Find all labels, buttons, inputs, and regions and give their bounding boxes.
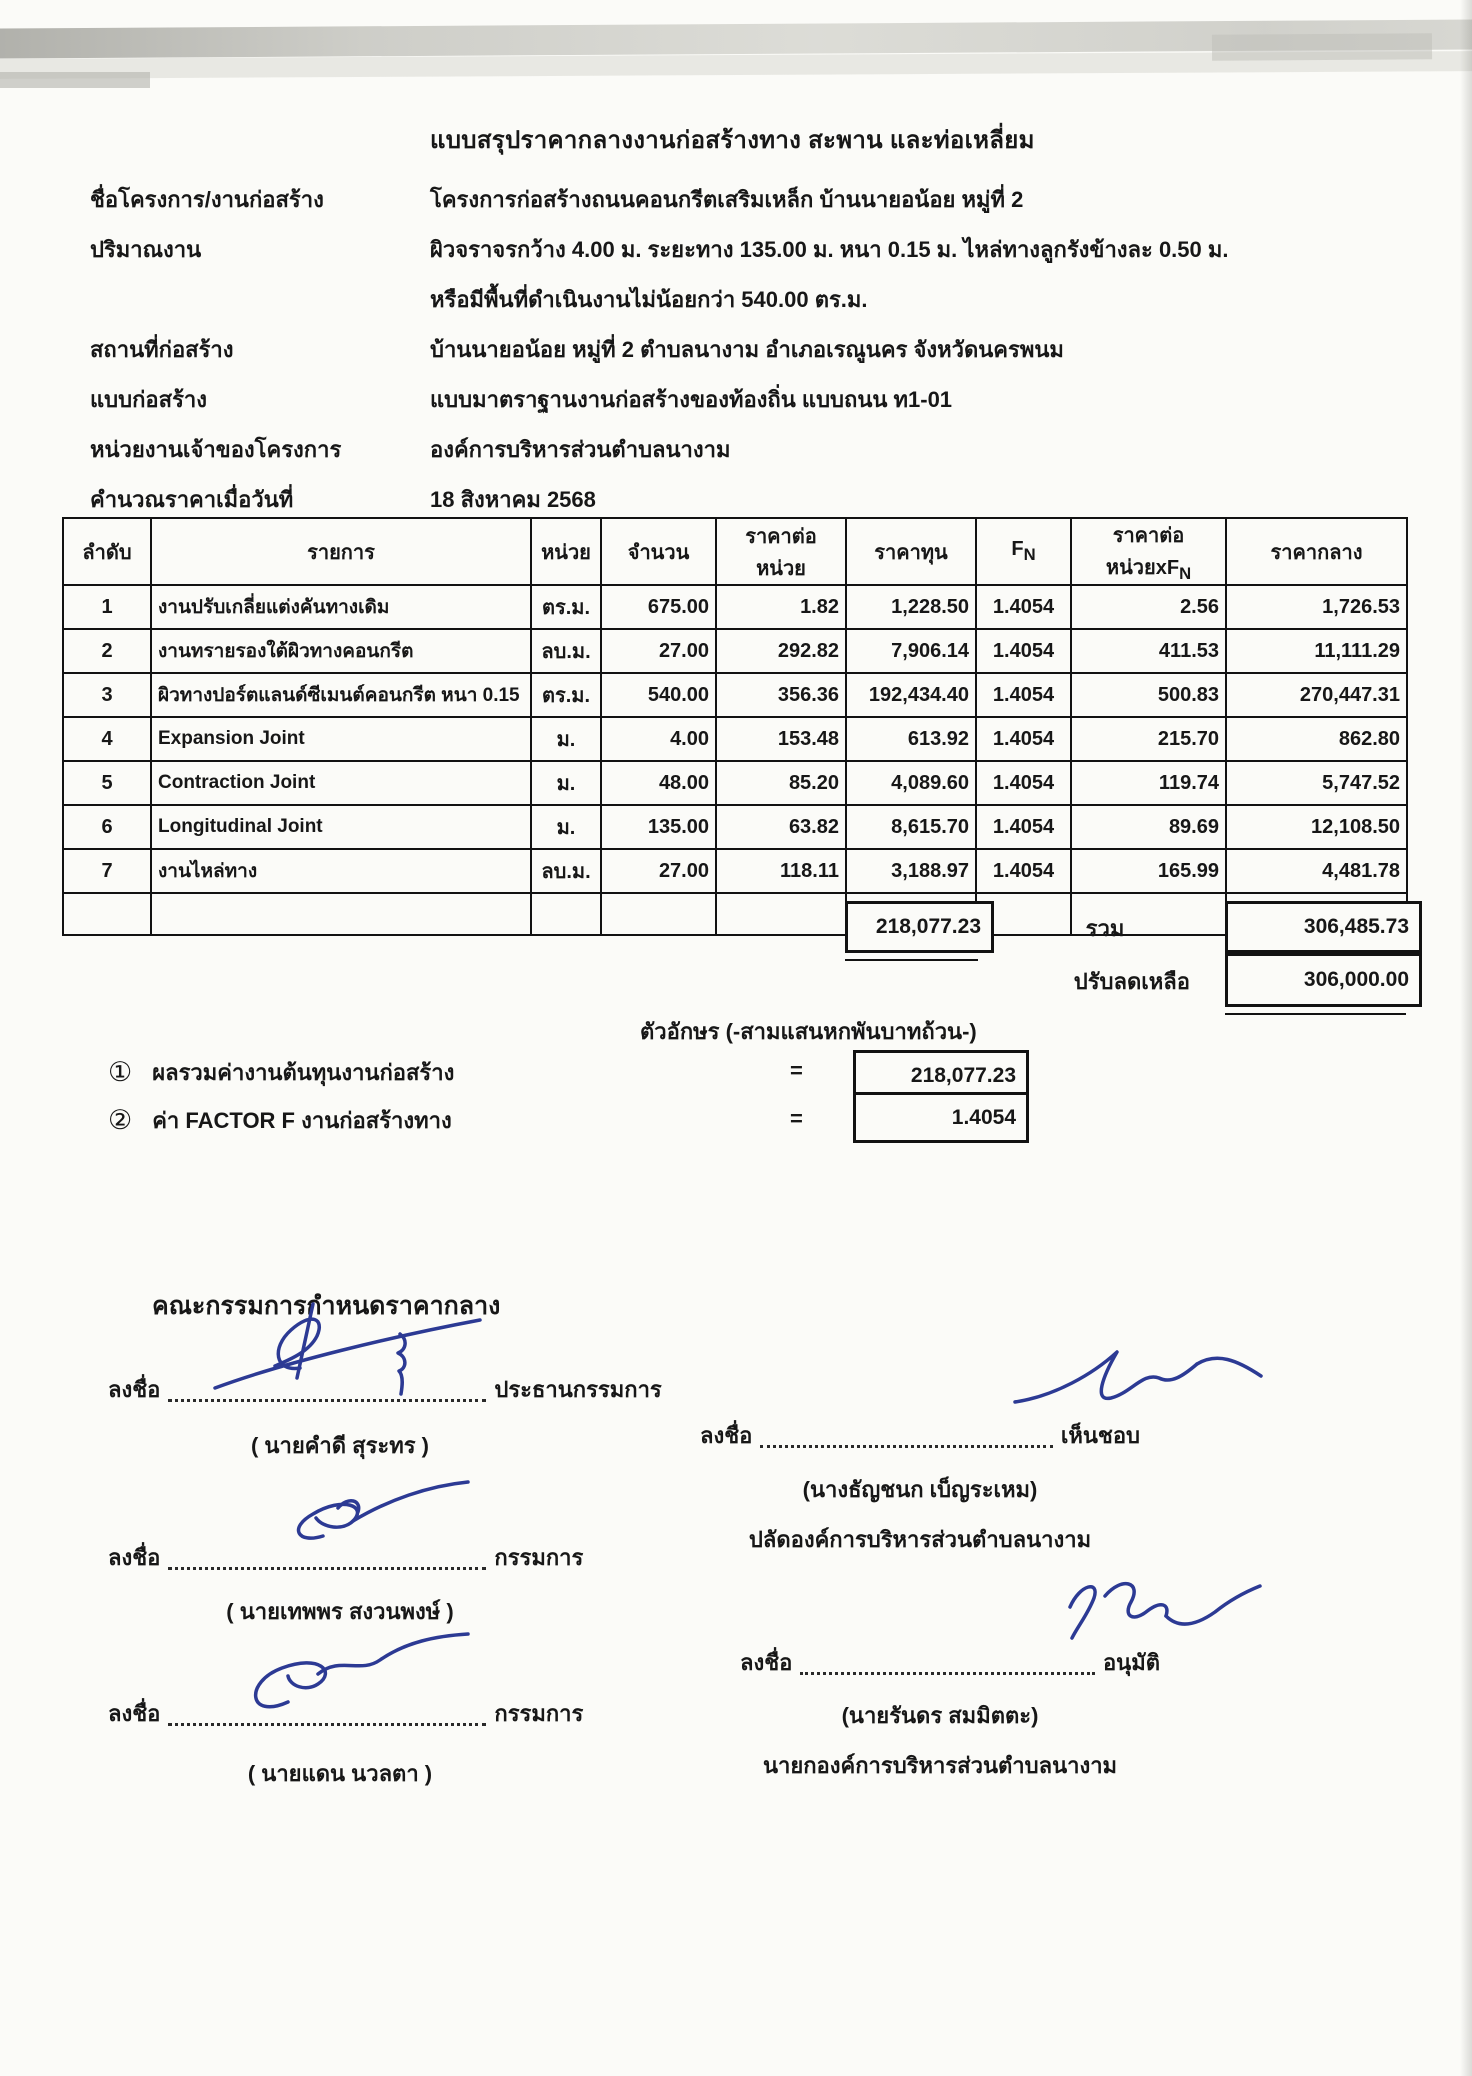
role-label: กรรมการ [494, 1701, 584, 1726]
cell-no: 7 [63, 849, 151, 893]
cell-fn: 1.4054 [976, 585, 1071, 629]
double-rule [1225, 1005, 1406, 1015]
cell-upfn: 119.74 [1071, 761, 1226, 805]
cell-desc: Expansion Joint [151, 717, 531, 761]
cell-mid: 4,481.78 [1226, 849, 1407, 893]
meta-row-agency [90, 432, 1420, 467]
adjusted-label: ปรับลดเหลือ [1073, 969, 1190, 994]
sign-label: ลงชื่อ [108, 1701, 161, 1726]
cell-no: 2 [63, 629, 151, 673]
col-header-cost: ราคาทุน [846, 518, 976, 585]
cell-unit_price: 153.48 [716, 717, 846, 761]
cell-cost: 613.92 [846, 717, 976, 761]
sign-line-member-1 [108, 1540, 693, 1575]
cell-unit: ม. [531, 805, 601, 849]
cell-unit: ตร.ม. [531, 673, 601, 717]
cell-upfn: 89.69 [1071, 805, 1226, 849]
table-row [63, 761, 1407, 805]
table-row [63, 717, 1407, 761]
cell-unit_price: 85.20 [716, 761, 846, 805]
cell-upfn: 215.70 [1071, 717, 1226, 761]
role-label: เห็นชอบ [1060, 1423, 1140, 1448]
cell-no: 4 [63, 717, 151, 761]
adjusted-value-box: 306,000.00 [1225, 953, 1422, 1007]
cell-upfn: 165.99 [1071, 849, 1226, 893]
table-row [63, 849, 1407, 893]
role-label: ประธานกรรมการ [494, 1377, 662, 1402]
cell-unit: ม. [531, 717, 601, 761]
factor-line-2 [108, 1103, 452, 1138]
circled-number: ② [108, 1105, 133, 1135]
cell-cost: 1,228.50 [846, 585, 976, 629]
cell-desc: งานไหล่ทาง [151, 849, 531, 893]
col-header-desc: รายการ [151, 518, 531, 585]
cell-fn: 1.4054 [976, 805, 1071, 849]
meta-label: ปริมาณงาน [90, 237, 202, 262]
dotted-line [168, 1723, 486, 1726]
dotted-line [168, 1399, 486, 1402]
cost-total-box: 218,077.23 [845, 901, 994, 953]
cell-mid: 1,726.53 [1226, 585, 1407, 629]
cell-unit_price: 118.11 [716, 849, 846, 893]
factor-label: ผลรวมค่างานต้นทุนงานก่อสร้าง [152, 1060, 455, 1085]
meta-row-date [90, 482, 1420, 517]
factor-line-1 [108, 1055, 454, 1090]
cell-fn: 1.4054 [976, 673, 1071, 717]
factor-label: ค่า FACTOR F งานก่อสร้างทาง [152, 1108, 452, 1133]
meta-value: แบบมาตราฐานงานก่อสร้างของท้องถิ่น แบบถนน ท1-01 [430, 387, 953, 412]
sign-label: ลงชื่อ [700, 1423, 753, 1448]
cell-upfn: 500.83 [1071, 673, 1226, 717]
signer-name: (นายรันดร สมมิตตะ) [841, 1703, 1039, 1728]
cell-desc: งานทรายรองใต้ผิวทางคอนกรีต [151, 629, 531, 673]
cell-cost: 4,089.60 [846, 761, 976, 805]
col-header-no: ลำดับ [63, 518, 151, 585]
meta-value [430, 232, 1420, 317]
cell-fn: 1.4054 [976, 849, 1071, 893]
table-row [63, 629, 1407, 673]
signer-title: นายกองค์การบริหารส่วนตำบลนางาม [762, 1753, 1118, 1778]
project-meta [90, 182, 1420, 532]
meta-row-project [90, 182, 1420, 217]
cell-qty: 48.00 [601, 761, 716, 805]
cell-cost: 3,188.97 [846, 849, 976, 893]
cell-mid: 5,747.52 [1226, 761, 1407, 805]
col-header-unit: หน่วย [531, 518, 601, 585]
dotted-line [760, 1445, 1052, 1448]
page-title: แบบสรุปราคากลางงานก่อสร้างทาง สะพาน และท่อเหลี่ยม [430, 127, 1035, 154]
cell-upfn: 2.56 [1071, 585, 1226, 629]
col-header-unit-price-x-fn: ราคาต่อหน่วย$xF_N$ [1071, 518, 1226, 585]
cell-qty: 675.00 [601, 585, 716, 629]
cell-cost: 7,906.14 [846, 629, 976, 673]
cell-qty: 4.00 [601, 717, 716, 761]
equals-sign: = [790, 1058, 803, 1083]
cell-no: 3 [63, 673, 151, 717]
meta-row-location [90, 332, 1420, 367]
signer-name: (นางธัญชนก เบ็ญระเหม) [802, 1477, 1038, 1502]
cell-mid: 862.80 [1226, 717, 1407, 761]
cell-mid: 270,447.31 [1226, 673, 1407, 717]
cell-unit_price: 356.36 [716, 673, 846, 717]
scan-artifact-notch [1212, 33, 1432, 61]
table-row [63, 673, 1407, 717]
table-header-row [63, 518, 1407, 585]
cell-qty: 135.00 [601, 805, 716, 849]
signer-title: ปลัดองค์การบริหารส่วนตำบลนางาม [748, 1527, 1092, 1552]
cell-no: 6 [63, 805, 151, 849]
cell-desc: งานปรับเกลี่ยแต่งคันทางเดิม [151, 585, 531, 629]
sign-line-approve [700, 1418, 1140, 1453]
cell-no: 5 [63, 761, 151, 805]
cell-mid: 12,108.50 [1226, 805, 1407, 849]
sign-line-chairman [108, 1372, 693, 1407]
cell-unit_price: 63.82 [716, 805, 846, 849]
cell-qty: 27.00 [601, 629, 716, 673]
meta-value: โครงการก่อสร้างถนนคอนกรีตเสริมเหล็ก บ้านนายอน้อย หมู่ที่ 2 [430, 187, 1024, 212]
sign-label: ลงชื่อ [740, 1650, 793, 1675]
sign-label: ลงชื่อ [108, 1377, 161, 1402]
cell-unit: ม. [531, 761, 601, 805]
cell-desc: ผิวทางปอร์ตแลนด์ซีเมนต์คอนกรีต หนา 0.15 [151, 673, 531, 717]
meta-label: ชื่อโครงการ/งานก่อสร้าง [90, 187, 324, 212]
double-rule [845, 951, 978, 961]
meta-value-line1: ผิวจราจรกว้าง 4.00 ม. ระยะทาง 135.00 ม. หนา 0.15 ม. ไหล่ทางลูกรังข้างละ 0.50 ม. [430, 237, 1229, 262]
cell-unit: ลบ.ม. [531, 849, 601, 893]
meta-row-quantity [90, 232, 1420, 317]
role-label: กรรมการ [494, 1545, 584, 1570]
sign-line-authorize [740, 1645, 1160, 1680]
cost-items-table [62, 517, 1408, 936]
col-header-unit-price: ราคาต่อหน่วย [716, 518, 846, 585]
meta-label: หน่วยงานเจ้าของโครงการ [90, 437, 342, 462]
meta-label: สถานที่ก่อสร้าง [90, 337, 234, 362]
role-label: อนุมัติ [1102, 1650, 1160, 1675]
cell-fn: 1.4054 [976, 717, 1071, 761]
table-row [63, 585, 1407, 629]
factor-value-box-1: 218,077.23 [853, 1050, 1029, 1101]
cell-qty: 27.00 [601, 849, 716, 893]
cell-cost: 192,434.40 [846, 673, 976, 717]
dotted-line [168, 1567, 486, 1570]
equals-sign: = [790, 1106, 803, 1131]
cell-unit_price: 292.82 [716, 629, 846, 673]
cell-qty: 540.00 [601, 673, 716, 717]
sign-line-member-2 [108, 1696, 693, 1731]
cell-unit: ตร.ม. [531, 585, 601, 629]
scan-artifact-notch [0, 72, 150, 88]
cell-desc: Contraction Joint [151, 761, 531, 805]
cell-upfn: 411.53 [1071, 629, 1226, 673]
items-tbody [63, 585, 1407, 893]
col-header-qty: จำนวน [601, 518, 716, 585]
cell-fn: 1.4054 [976, 629, 1071, 673]
meta-row-drawing [90, 382, 1420, 417]
signer-name: ( นายเทพพร สงวนพงษ์ ) [226, 1599, 454, 1624]
meta-label: คำนวณราคาเมื่อวันที่ [90, 487, 294, 512]
meta-value-line2: หรือมีพื้นที่ดำเนินงานไม่น้อยกว่า 540.00 ตร.ม. [430, 287, 868, 312]
amount-in-words: ตัวอักษร (-สามแสนหกพันบาทถ้วน-) [640, 1019, 977, 1044]
total-value-box: 306,485.73 [1225, 901, 1422, 953]
table-empty-row [63, 893, 1407, 935]
factor-value-box-2: 1.4054 [853, 1092, 1029, 1143]
table-row [63, 805, 1407, 849]
committee-heading: คณะกรรมการกำหนดราคากลาง [152, 1292, 501, 1320]
total-label: รวม [1085, 916, 1125, 941]
cell-no: 1 [63, 585, 151, 629]
cell-unit: ลบ.ม. [531, 629, 601, 673]
circled-number: ① [108, 1057, 133, 1087]
cell-unit_price: 1.82 [716, 585, 846, 629]
col-header-mid-price: ราคากลาง [1226, 518, 1407, 585]
signer-name: ( นายแดน นวลตา ) [247, 1761, 433, 1786]
col-header-fn: $F_N$ [976, 518, 1071, 585]
cell-cost: 8,615.70 [846, 805, 976, 849]
signer-name: ( นายคำดี สุระทร ) [250, 1433, 429, 1458]
meta-label: แบบก่อสร้าง [90, 387, 207, 412]
dotted-line [800, 1672, 1095, 1675]
cell-fn: 1.4054 [976, 761, 1071, 805]
sign-label: ลงชื่อ [108, 1545, 161, 1570]
cell-desc: Longitudinal Joint [151, 805, 531, 849]
cell-mid: 11,111.29 [1226, 629, 1407, 673]
meta-value: 18 สิงหาคม 2568 [430, 487, 596, 512]
meta-value: องค์การบริหารส่วนตำบลนางาม [430, 437, 731, 462]
meta-value: บ้านนายอน้อย หมู่ที่ 2 ตำบลนางาม อำเภอเรณูนคร จังหวัดนครพนม [430, 337, 1064, 362]
